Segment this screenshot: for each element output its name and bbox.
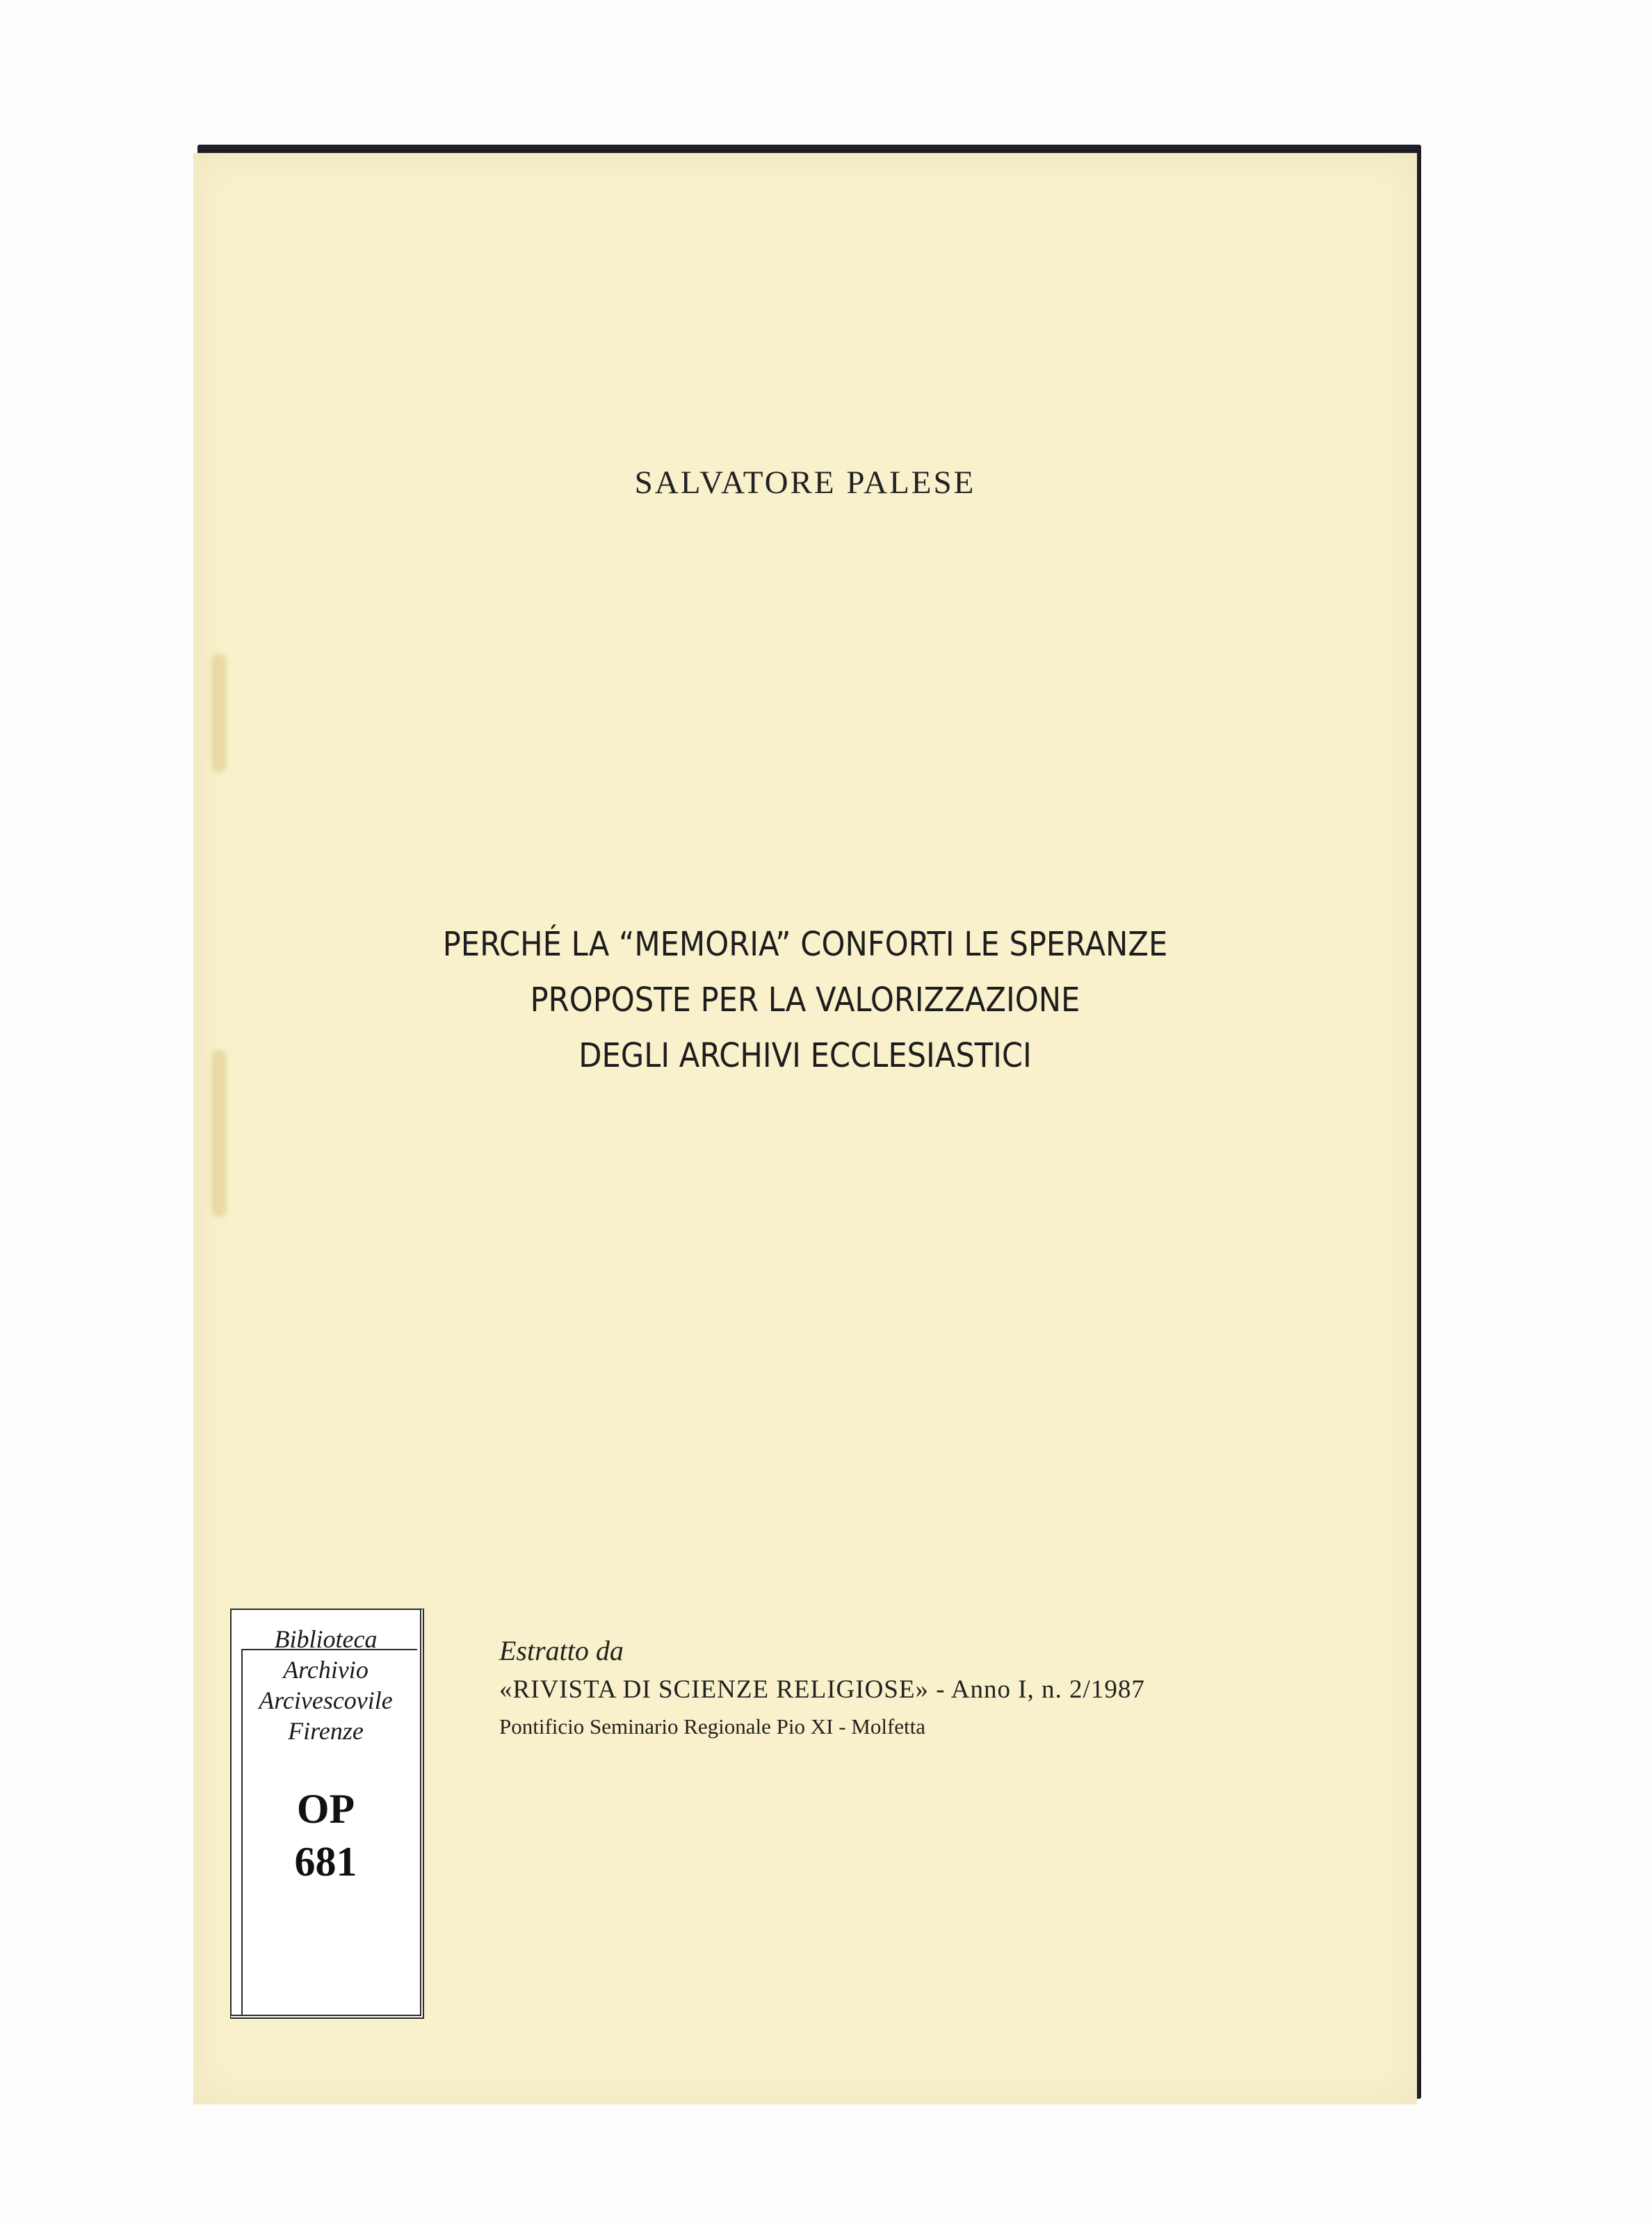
shelfmark [232,1782,420,1888]
shelfmark-prefix: OP [296,1786,355,1832]
library-name-line: Arcivescovile [259,1686,393,1714]
title-line: PROPOSTE PER LA VALORIZZAZIONE [530,981,1080,1020]
shelfmark-number: 681 [294,1839,357,1885]
library-name-line: Biblioteca [274,1625,378,1653]
library-shelf-label [230,1609,424,2019]
cover-title [193,917,1417,1083]
publisher-line: Pontificio Seminario Regionale Pio XI - Molfetta [499,1714,926,1739]
extract-intro: Estratto da [499,1635,624,1666]
journal-reference: «RIVISTA DI SCIENZE RELIGIOSE» - Anno I, n. 2/1987 [499,1675,1145,1704]
library-name [232,1624,420,1746]
author-name: SALVATORE PALESE [634,465,976,501]
library-name-line: Archivio [283,1656,369,1684]
binding-stain [211,654,227,772]
library-name-line: Firenze [288,1717,364,1745]
title-line: PERCHÉ LA “MEMORIA” CONFORTI LE SPERANZE [442,925,1168,964]
title-line: DEGLI ARCHIVI ECCLESIASTICI [578,1036,1032,1075]
offprint-note [499,1631,1145,1745]
